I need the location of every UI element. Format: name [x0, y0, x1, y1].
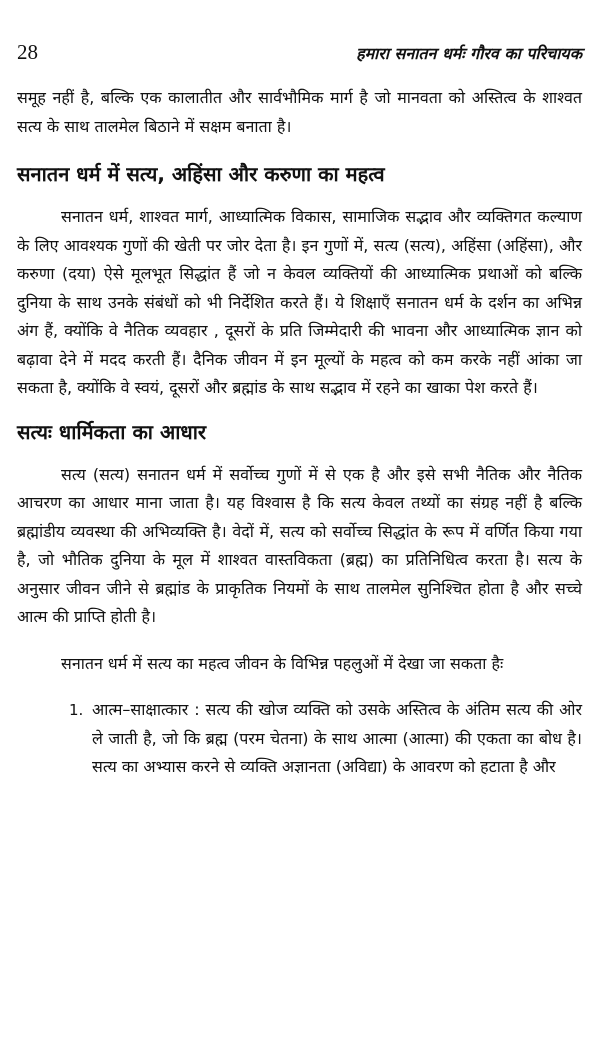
subsection-heading: सत्यः धार्मिकता का आधार	[17, 419, 207, 444]
subsection-paragraph: सत्य (सत्य) सनातन धर्म में सर्वोच्च गुणों में से एक है और इसे सभी नैतिक और नैतिक आचरण का आधार माना जाता है। यह विश्वास है कि सत्य केवल तथ्यों का संग्रह नहीं है बल्कि ब्रह्मांडीय व्यवस्था की अभिव्यक्ति है। वेदों में, सत्य को सर्वोच्च सिद्धांत के रूप में वर्णित किया गया है, जो भौतिक दुनिया के मूल में शाश्वत वास्तविकता (ब्रह्म) का प्रतिनिधित्व करता है। सत्य के अनुसार जीवन जीने से ब्रह्मांड के प्राकृतिक नियमों के साथ तालमेल सुनिश्चित होता है और सच्चे आत्म की प्राप्ति होती है।	[17, 464, 582, 626]
list-intro-paragraph: सनातन धर्म में सत्य का महत्व जीवन के विभिन्न पहलुओं में देखा जा सकता हैः	[61, 653, 504, 673]
list-item-number: 1.	[69, 701, 84, 719]
paragraph-spacer	[17, 632, 582, 650]
page-number: 28	[17, 40, 38, 64]
list-item-text: आत्म–साक्षात्कार : सत्य की खोज व्यक्ति को उसके अस्तित्व के अंतिम सत्य की ओर ले जाती है, जो कि ब्रह्म (परम चेतना) के साथ आत्मा (आत्मा) की एकता का बोध है। सत्य का अभ्यास करने से व्यक्ति अज्ञानता (अविद्या) के आवरण को हटाता है और	[92, 700, 582, 776]
section-heading: सनातन धर्म में सत्य, अहिंसा और करुणा का महत्व	[17, 162, 385, 186]
page-body	[17, 84, 582, 782]
intro-paragraph: समूह नहीं है, बल्कि एक कालातीत और सार्वभौमिक मार्ग है जो मानवता को अस्तित्व के शाश्वत सत्य के साथ तालमेल बिठाने में सक्षम बनाता है।	[17, 88, 582, 136]
section-paragraph: सनातन धर्म, शाश्वत मार्ग, आध्यात्मिक विकास, सामाजिक सद्भाव और व्यक्तिगत कल्याण के लिए आवश्यक गुणों की खेती पर जोर देता है। इन गुणों में, सत्य (सत्य), अहिंसा (अहिंसा), और करुणा (दया) ऐसे मूलभूत सिद्धांत हैं जो न केवल व्यक्तियों की आध्यात्मिक प्रथाओं को बल्कि दुनिया के साथ उनके संबंधों को भी निर्देशित करते हैं। ये शिक्षाएँ सनातन धर्म के दर्शन का अभिन्न अंग हैं, क्योंकि वे नैतिक व्यवहार , दूसरों के प्रति जिम्मेदारी की भावना और आध्यात्मिक ज्ञान को बढ़ावा देने में मदद करती हैं। दैनिक जीवन में इन मूल्यों के महत्व को कम करके नहीं आंका जा सकता है, क्योंकि वे स्वयं, दूसरों और ब्रह्मांड के साथ सद्भाव में रहने का खाका पेश करते हैं।	[17, 207, 582, 397]
running-title: हमारा सनातन धर्मः गौरव का परिचायक	[356, 44, 582, 63]
list-item	[17, 696, 582, 782]
page-header	[17, 40, 582, 70]
